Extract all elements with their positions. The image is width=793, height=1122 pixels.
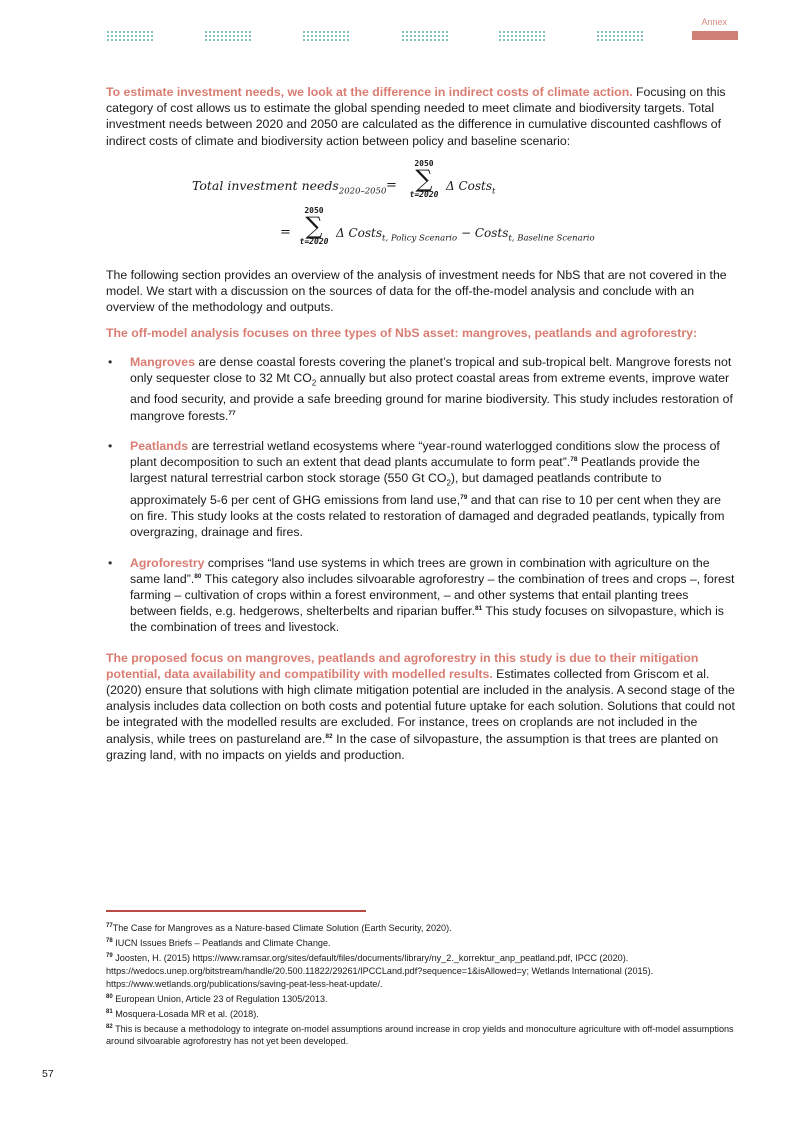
term2a-sub: t, Policy Scenario — [382, 233, 458, 244]
sum-upper-limit: 2050 — [414, 158, 434, 168]
dot-group — [498, 30, 546, 42]
intro-lead: To estimate investment needs, we look at the difference in indirect costs of climate action. — [106, 85, 633, 99]
overview-paragraph: The following section provides an overview of the analysis of investment needs for NbS that are not covered in the model. We start with a discussion on the sources of data for the off-the-model analysis and conclude with an overview of the methodology and outputs. — [106, 267, 727, 315]
asset-list — [106, 354, 738, 636]
list-item-mangroves — [106, 354, 738, 424]
footnote — [106, 991, 738, 1006]
peatlands-text-c: ), but damaged peatlands contribute to approximately 5-6 per cent of GHG emissions from land use, — [130, 471, 662, 507]
footnote-number: 81 — [106, 1008, 113, 1015]
formula-term-1 — [446, 178, 495, 200]
summation-sign — [406, 159, 442, 200]
peatlands-text-d: and that can rise to 10 per cent when they are on fire. This study looks at the costs related to restoration of damaged and degraded peatlands, typically from overgrazing, drainage and fires. — [130, 492, 725, 540]
formula-line-2 — [280, 207, 700, 255]
list-item-peatlands — [106, 438, 738, 541]
footnote-ref: 78 — [570, 456, 578, 463]
off-model-heading: The off-model analysis focuses on three types of NbS asset: mangroves, peatlands and agroforestry: — [106, 326, 698, 341]
main-content — [106, 84, 738, 763]
footnote-ref: 81 — [475, 605, 483, 613]
minus-sign: − — [460, 225, 471, 240]
formula-lhs-sub: 2020–2050 — [338, 186, 387, 197]
proposed-body-a: Estimates collected from Griscom et al. (2020) ensure that solutions with high climate mitigation potential are included in the analysis. A second stage of the analysis includes data collection on both costs and potential future uptake for each solution. Solutions that could not be integrated with the modelled results are excluded. For instance, trees on croplands are not included in the analysis, while trees on pastureland are. — [106, 666, 735, 746]
proposed-focus-paragraph — [106, 650, 738, 763]
sigma-symbol-2: ∑ — [305, 211, 323, 240]
footnote-number: 82 — [106, 1023, 113, 1030]
term2b-text: Costs — [474, 225, 509, 240]
footnote-number: 78 — [106, 937, 113, 944]
formula-equals: = — [386, 177, 397, 193]
formula-lhs-text: Total investment needs — [192, 177, 339, 193]
footnote-ref: 79 — [460, 493, 468, 501]
footnote — [106, 1006, 738, 1021]
dot-group — [596, 30, 644, 42]
footnote-number: 80 — [106, 993, 113, 1000]
mangroves-text-a: are dense coastal forests covering the planet’s tropical and sub-tropical belt. Mangrove forests not only sequester close to 32 Mt CO — [130, 354, 732, 385]
footnote-text: European Union, Article 23 of Regulation 1305/2013. — [115, 993, 328, 1004]
term1-text: Δ Costs — [446, 178, 493, 193]
summation-sign-2 — [296, 206, 332, 247]
footnote-divider — [106, 910, 366, 912]
footnote-ref: 80 — [194, 572, 202, 580]
spacer — [106, 342, 738, 354]
sigma-symbol: ∑ — [415, 164, 433, 193]
page-number: 57 — [42, 1068, 54, 1080]
intro-body: Focusing on this category of cost allows us to estimate the global spending needed to meet climate and biodiversity targets. Total investment needs between 2020 and 2050 are calculated as the difference in cumulative discounted cashflows of indirect costs of climate and biodiversity action between policy and baseline scenario: — [106, 85, 726, 148]
footnote-text: The Case for Mangroves as a Nature-based Climate Solution (Earth Security, 2020). — [112, 923, 452, 934]
investment-formula — [106, 158, 738, 257]
term2a-text: Δ Costs — [336, 225, 383, 240]
term1-sub: t — [492, 186, 496, 197]
mangroves-text-b: annually but also protect coastal areas from extreme events, improve water and food security, and provide a safe breeding ground for marine biodiversity. This study includes restoration of mangrove forests. — [130, 370, 733, 423]
footnote-text: Joosten, H. (2015) https://www.ramsar.org/sites/default/files/documents/library/ny_2._korrektur_anp_peatland.pdf, IPCC (2020). https://wedocs.unep.org/bitstream/handle/20.500.11822/29261/IPCCLand.pdf?sequence=1&isAllowed=y; Wetlands International (2015). https://www.wetlands.org/publications/saving-peat-less-heat-update/. — [106, 952, 654, 989]
footnote — [106, 950, 738, 991]
dot-group — [401, 30, 449, 42]
footnote-text: IUCN Issues Briefs – Peatlands and Climate Change. — [115, 937, 331, 948]
formula-lhs — [192, 178, 386, 200]
peatlands-text-a: are terrestrial wetland ecosystems where “year-round waterlogged conditions slow the process of plant decomposition to such an extent that dead plants accumulate to form peat”. — [130, 438, 720, 470]
footnote-ref: 77 — [228, 409, 236, 417]
section-accent-bar — [692, 31, 738, 40]
footnote-number: 77 — [106, 923, 113, 929]
list-item-agroforestry — [106, 555, 738, 636]
agroforestry-text-a: comprises “land use systems in which trees are grown in combination with agriculture on the same land”. — [130, 555, 710, 586]
section-label: Annex — [701, 17, 727, 27]
term-mangroves: Mangroves — [130, 354, 195, 369]
footnote — [106, 935, 738, 950]
co2-subscript: 2 — [311, 378, 317, 388]
sum-lower-limit: t=2020 — [409, 189, 439, 199]
sum-lower-limit-2: t=2020 — [299, 236, 329, 246]
agroforestry-text-b: This category also includes silvoarable agroforestry – the combination of trees and crops –, forest farming – cultivation of crops within a forest environment, – and other systems that entail planting trees between fields, e.g. hedgerows, shelterbelts and riparian buffer. — [130, 571, 735, 619]
formula-equals-2: = — [280, 224, 291, 240]
footnotes — [106, 920, 738, 1048]
formula-line-1 — [192, 158, 612, 207]
footnote — [106, 1021, 738, 1049]
agroforestry-text-c: This study focuses on silvopasture, which is the combination of trees and livestock. — [130, 604, 724, 635]
dot-group — [302, 30, 350, 42]
proposed-body-b: In the case of silvopasture, the assumption is that trees are planted on grazing land, with no impacts on yields and production. — [106, 731, 719, 762]
footnote-text: This is because a methodology to integrate on-model assumptions around increase in crop yields and monoculture agriculture with off-model assumptions around silvoarable agroforestry has not yet been developed. — [106, 1023, 734, 1047]
formula-term-2 — [336, 225, 595, 247]
footnote — [106, 920, 738, 935]
term2b-sub: t, Baseline Scenario — [508, 233, 595, 244]
peatlands-text-b: Peatlands provide the largest natural terrestrial carbon stock storage (550 Gt CO — [130, 455, 700, 486]
spacer — [106, 315, 738, 325]
footnote-number: 79 — [106, 952, 113, 959]
proposed-lead: The proposed focus on mangroves, peatlands and agroforestry in this study is due to their mitigation potential, data availability and compatibility with modelled results. — [106, 650, 699, 681]
footnote-ref: 82 — [325, 732, 333, 740]
co2-subscript: 2 — [446, 478, 451, 488]
dot-group — [106, 30, 154, 42]
intro-paragraph — [106, 84, 738, 149]
dot-group — [204, 30, 252, 42]
header-dot-pattern — [106, 30, 666, 42]
sum-upper-limit-2: 2050 — [304, 205, 324, 215]
term-agroforestry: Agroforestry — [130, 555, 205, 570]
footnote-text: Mosquera-Losada MR et al. (2018). — [115, 1008, 259, 1019]
term-peatlands: Peatlands — [130, 438, 189, 453]
